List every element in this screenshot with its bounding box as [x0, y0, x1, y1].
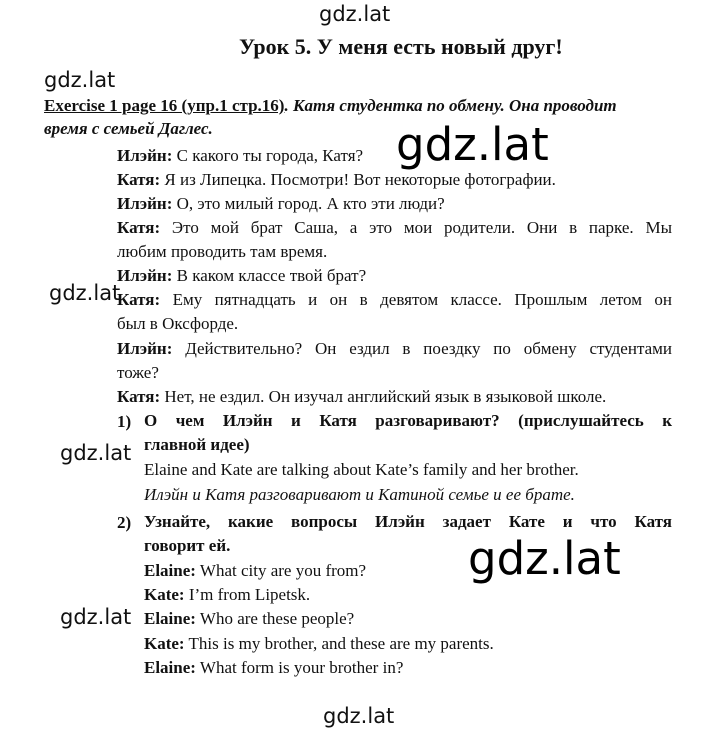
task-number: 2)	[117, 513, 132, 532]
speaker: Kate:	[144, 634, 185, 653]
dialogue-line	[117, 291, 672, 310]
dialogue-line	[117, 340, 672, 359]
speaker: Kate:	[144, 585, 185, 604]
utterance: Действительно? Он ездил в поездку по обмену студентами	[172, 339, 672, 358]
page-title: Урок 5. У меня есть новый друг!	[239, 34, 563, 59]
utterance: Я из Липецка. Посмотри! Вот некоторые фотографии.	[160, 170, 556, 189]
dialogue-line	[117, 195, 445, 214]
dialogue-line	[117, 147, 363, 166]
watermark: gdz.lat	[319, 2, 391, 26]
dialogue-line	[144, 659, 403, 678]
utterance: Это мой брат Саша, а это мои родители. Они в парке. Мы	[160, 218, 672, 237]
speaker: Катя:	[117, 387, 161, 406]
watermark: gdz.lat	[323, 704, 395, 728]
answer-english: Elaine and Kate are talking about Kate’s family and her brother.	[144, 460, 579, 479]
dialogue-line	[144, 635, 494, 654]
utterance: Нет, не ездил. Он изучал английский язык в языковой школе.	[160, 387, 607, 406]
watermark: gdz.lat	[396, 118, 549, 171]
utterance: What city are you from?	[195, 561, 367, 580]
speaker: Elaine:	[144, 658, 196, 677]
task-heading: Узнайте, какие вопросы Илэйн задает Кате и что Катя	[144, 512, 672, 531]
exercise-intro-cont: время с семьей Даглес.	[44, 119, 213, 138]
utterance: What form is your brother in?	[195, 658, 404, 677]
dialogue-line	[144, 562, 366, 581]
watermark: gdz.lat	[44, 68, 116, 92]
dialogue-line	[117, 388, 606, 407]
utterance: С какого ты города, Катя?	[172, 146, 364, 165]
speaker: Илэйн:	[117, 266, 173, 285]
dialogue-line	[117, 171, 556, 190]
speaker: Катя:	[117, 170, 161, 189]
watermark: gdz.lat	[468, 532, 621, 585]
speaker: Илэйн:	[117, 194, 173, 213]
utterance: В каком классе твой брат?	[172, 266, 367, 285]
watermark: gdz.lat	[49, 281, 121, 305]
speaker: Илэйн:	[117, 339, 173, 358]
speaker: Elaine:	[144, 561, 196, 580]
utterance: I’m from Lipetsk.	[184, 585, 311, 604]
speaker: Илэйн:	[117, 146, 173, 165]
dialogue-line-cont: тоже?	[117, 363, 159, 382]
task-heading: О чем Илэйн и Катя разговаривают? (прислушайтесь к	[144, 411, 672, 430]
dialogue-line	[144, 586, 310, 605]
dialogue-line	[117, 267, 366, 286]
utterance: Ему пятнадцать и он в девятом классе. Прошлым летом он	[160, 290, 672, 309]
utterance: This is my brother, and these are my parents.	[184, 634, 494, 653]
watermark: gdz.lat	[60, 441, 132, 465]
task-number: 1)	[117, 412, 132, 431]
dialogue-line-cont: был в Оксфорде.	[117, 314, 239, 333]
speaker: Elaine:	[144, 609, 196, 628]
task-heading-cont: говорит ей.	[144, 536, 231, 555]
dialogue-line	[144, 610, 354, 629]
task-heading-cont: главной идее)	[144, 435, 250, 454]
utterance: О, это милый город. А кто эти люди?	[172, 194, 445, 213]
dialogue-line	[117, 219, 672, 238]
speaker: Катя:	[117, 218, 161, 237]
exercise-header	[44, 97, 672, 116]
exercise-intro: . Катя студентка по обмену. Она проводит	[284, 96, 617, 115]
watermark: gdz.lat	[60, 605, 132, 629]
exercise-link[interactable]: Exercise 1 page 16 (упр.1 стр.16)	[44, 96, 285, 115]
dialogue-line-cont: любим проводить там время.	[117, 242, 328, 261]
speaker: Катя:	[117, 290, 161, 309]
utterance: Who are these people?	[195, 609, 355, 628]
answer-russian: Илэйн и Катя разговаривают и Катиной семье и ее брате.	[144, 485, 575, 504]
